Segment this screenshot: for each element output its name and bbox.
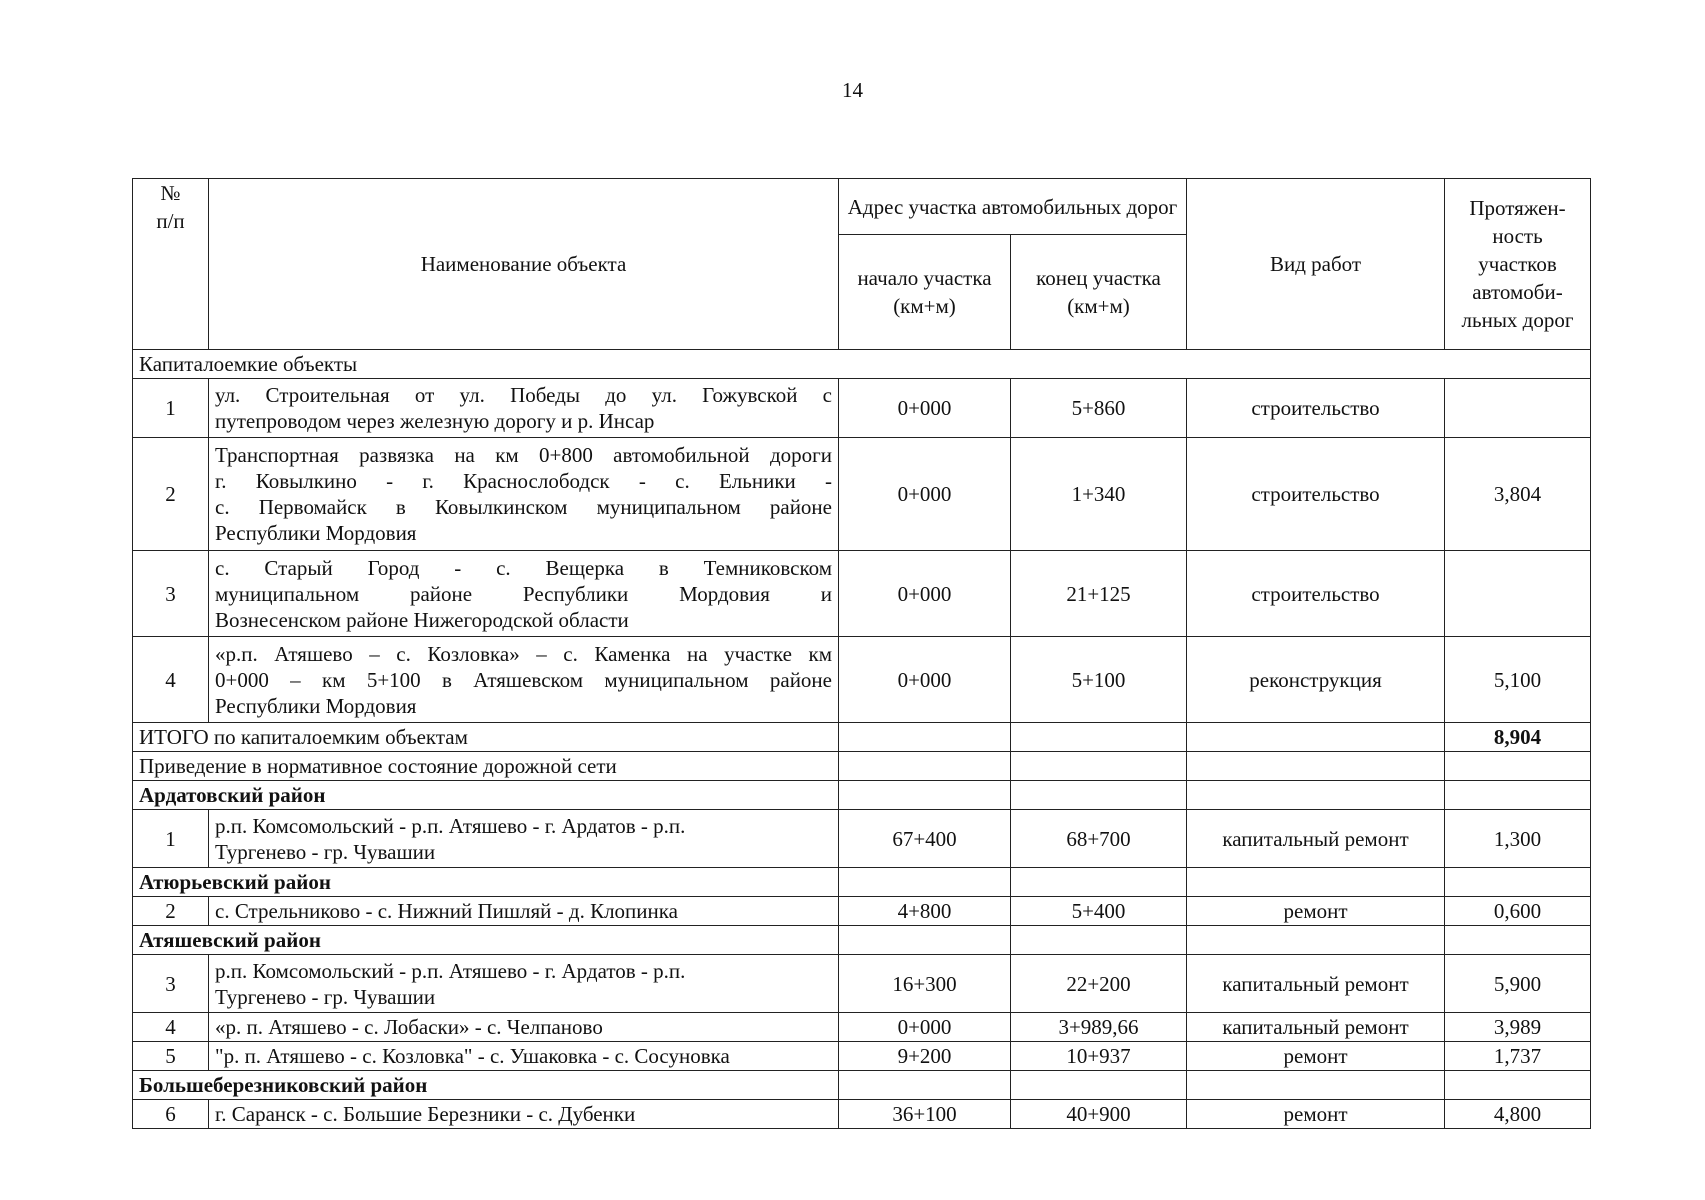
row-name-line: «р.п. Атяшево – с. Козловка» – с. Каменка на участке км xyxy=(215,641,832,666)
row-length: 5,900 xyxy=(1445,955,1591,1013)
row-end: 5+400 xyxy=(1011,897,1187,926)
row-num: 5 xyxy=(133,1042,209,1071)
row-name-line: Транспортная развязка на км 0+800 автомобильной дороги xyxy=(215,443,832,467)
row-num: 1 xyxy=(133,379,209,438)
total-value: 8,904 xyxy=(1445,723,1591,752)
header-start: начало участка (км+м) xyxy=(839,235,1011,350)
district-bolshebereznikov: Большеберезниковский район xyxy=(133,1071,839,1100)
district-atyurev: Атюрьевский район xyxy=(133,868,839,897)
row-length: 5,100 xyxy=(1445,637,1591,723)
row-name-line: с. Первомайск в Ковылкинском муниципальном районе xyxy=(215,495,832,519)
header-work: Вид работ xyxy=(1187,179,1445,350)
row-start: 4+800 xyxy=(839,897,1011,926)
row-name xyxy=(209,551,839,637)
row-num: 3 xyxy=(133,551,209,637)
table-row xyxy=(133,438,1591,551)
row-start: 67+400 xyxy=(839,810,1011,868)
row-end: 1+340 xyxy=(1011,438,1187,551)
row-name-line: Республики Мордовия xyxy=(215,693,417,718)
table-row xyxy=(133,955,1591,1013)
section-normative: Приведение в нормативное состояние дорожной сети xyxy=(133,752,839,781)
page-number: 14 xyxy=(842,78,863,102)
header-num: № п/п xyxy=(133,179,209,350)
row-name: г. Саранск - с. Большие Березники - с. Дубенки xyxy=(209,1100,839,1129)
row-work: реконструкция xyxy=(1187,637,1445,723)
row-name: «р. п. Атяшево - с. Лобаски» - с. Челпаново xyxy=(209,1013,839,1042)
header-length: Протяжен-ность участков автомоби-льных дорог xyxy=(1445,179,1591,350)
table-row xyxy=(133,379,1591,438)
row-num: 4 xyxy=(133,637,209,723)
row-length: 3,804 xyxy=(1445,438,1591,551)
row-end: 5+860 xyxy=(1011,379,1187,438)
row-start: 0+000 xyxy=(839,438,1011,551)
table-row xyxy=(133,551,1591,637)
header-name: Наименование объекта xyxy=(209,179,839,350)
row-start: 9+200 xyxy=(839,1042,1011,1071)
row-name-line: 0+000 – км 5+100 в Атяшевском муниципальном районе xyxy=(215,667,832,692)
row-name: с. Стрельниково - с. Нижний Пишляй - д. Клопинка xyxy=(209,897,839,926)
row-name-line: Вознесенском районе Нижегородской области xyxy=(215,607,629,632)
row-name xyxy=(209,955,839,1013)
header-end: конец участка (км+м) xyxy=(1011,235,1187,350)
row-length xyxy=(1445,551,1591,637)
total-label: ИТОГО по капиталоемким объектам xyxy=(133,723,839,752)
row-length: 1,737 xyxy=(1445,1042,1591,1071)
row-work: ремонт xyxy=(1187,1042,1445,1071)
table-row xyxy=(133,1013,1591,1042)
row-end: 40+900 xyxy=(1011,1100,1187,1129)
row-name xyxy=(209,438,839,551)
row-length xyxy=(1445,379,1591,438)
row-work: ремонт xyxy=(1187,1100,1445,1129)
row-name xyxy=(209,379,839,438)
row-end: 21+125 xyxy=(1011,551,1187,637)
table-row xyxy=(133,897,1591,926)
row-name-line: р.п. Комсомольский - р.п. Атяшево - г. Ардатов - р.п. xyxy=(215,958,686,983)
row-end: 10+937 xyxy=(1011,1042,1187,1071)
row-num: 2 xyxy=(133,897,209,926)
row-name: "р. п. Атяшево - с. Козловка" - с. Ушаковка - с. Сосуновка xyxy=(209,1042,839,1071)
total-row xyxy=(133,723,1591,752)
row-name xyxy=(209,810,839,868)
row-length: 4,800 xyxy=(1445,1100,1591,1129)
row-start: 0+000 xyxy=(839,551,1011,637)
row-end: 3+989,66 xyxy=(1011,1013,1187,1042)
row-work: строительство xyxy=(1187,551,1445,637)
district-atyashev: Атяшевский район xyxy=(133,926,839,955)
row-start: 36+100 xyxy=(839,1100,1011,1129)
row-end: 68+700 xyxy=(1011,810,1187,868)
row-start: 0+000 xyxy=(839,637,1011,723)
roads-table xyxy=(132,178,1591,1129)
row-name-line: ул. Строительная от ул. Победы до ул. Гожувской с xyxy=(215,383,832,407)
row-name-line: путепроводом через железную дорогу и р. Инсар xyxy=(215,409,655,433)
row-start: 0+000 xyxy=(839,379,1011,438)
row-name-line: г. Ковылкино - г. Краснослободск - с. Ельники - xyxy=(215,469,832,493)
row-name-line: Тургенево - гр. Чувашии xyxy=(215,839,436,864)
table-row xyxy=(133,1100,1591,1129)
table-row xyxy=(133,637,1591,723)
row-start: 16+300 xyxy=(839,955,1011,1013)
row-num: 1 xyxy=(133,810,209,868)
row-work: ремонт xyxy=(1187,897,1445,926)
district-ardatov: Ардатовский район xyxy=(133,781,839,810)
table-row xyxy=(133,810,1591,868)
row-length: 1,300 xyxy=(1445,810,1591,868)
header-address: Адрес участка автомобильных дорог xyxy=(839,179,1187,235)
row-name-line: Тургенево - гр. Чувашии xyxy=(215,984,436,1009)
row-length: 0,600 xyxy=(1445,897,1591,926)
row-work: строительство xyxy=(1187,379,1445,438)
row-name-line: Республики Мордовия xyxy=(215,521,417,545)
row-num: 6 xyxy=(133,1100,209,1129)
row-work: капитальный ремонт xyxy=(1187,810,1445,868)
row-work: капитальный ремонт xyxy=(1187,955,1445,1013)
row-num: 2 xyxy=(133,438,209,551)
row-end: 22+200 xyxy=(1011,955,1187,1013)
row-start: 0+000 xyxy=(839,1013,1011,1042)
row-work: капитальный ремонт xyxy=(1187,1013,1445,1042)
table-row xyxy=(133,1042,1591,1071)
row-num: 4 xyxy=(133,1013,209,1042)
row-name-line: с. Старый Город - с. Вещерка в Темниковском xyxy=(215,555,832,580)
row-length: 3,989 xyxy=(1445,1013,1591,1042)
row-num: 3 xyxy=(133,955,209,1013)
row-end: 5+100 xyxy=(1011,637,1187,723)
row-name xyxy=(209,637,839,723)
row-work: строительство xyxy=(1187,438,1445,551)
row-name-line: муниципальном районе Республики Мордовия и xyxy=(215,581,832,606)
row-name-line: р.п. Комсомольский - р.п. Атяшево - г. Ардатов - р.п. xyxy=(215,813,686,838)
section-capital: Капиталоемкие объекты xyxy=(133,350,1591,379)
